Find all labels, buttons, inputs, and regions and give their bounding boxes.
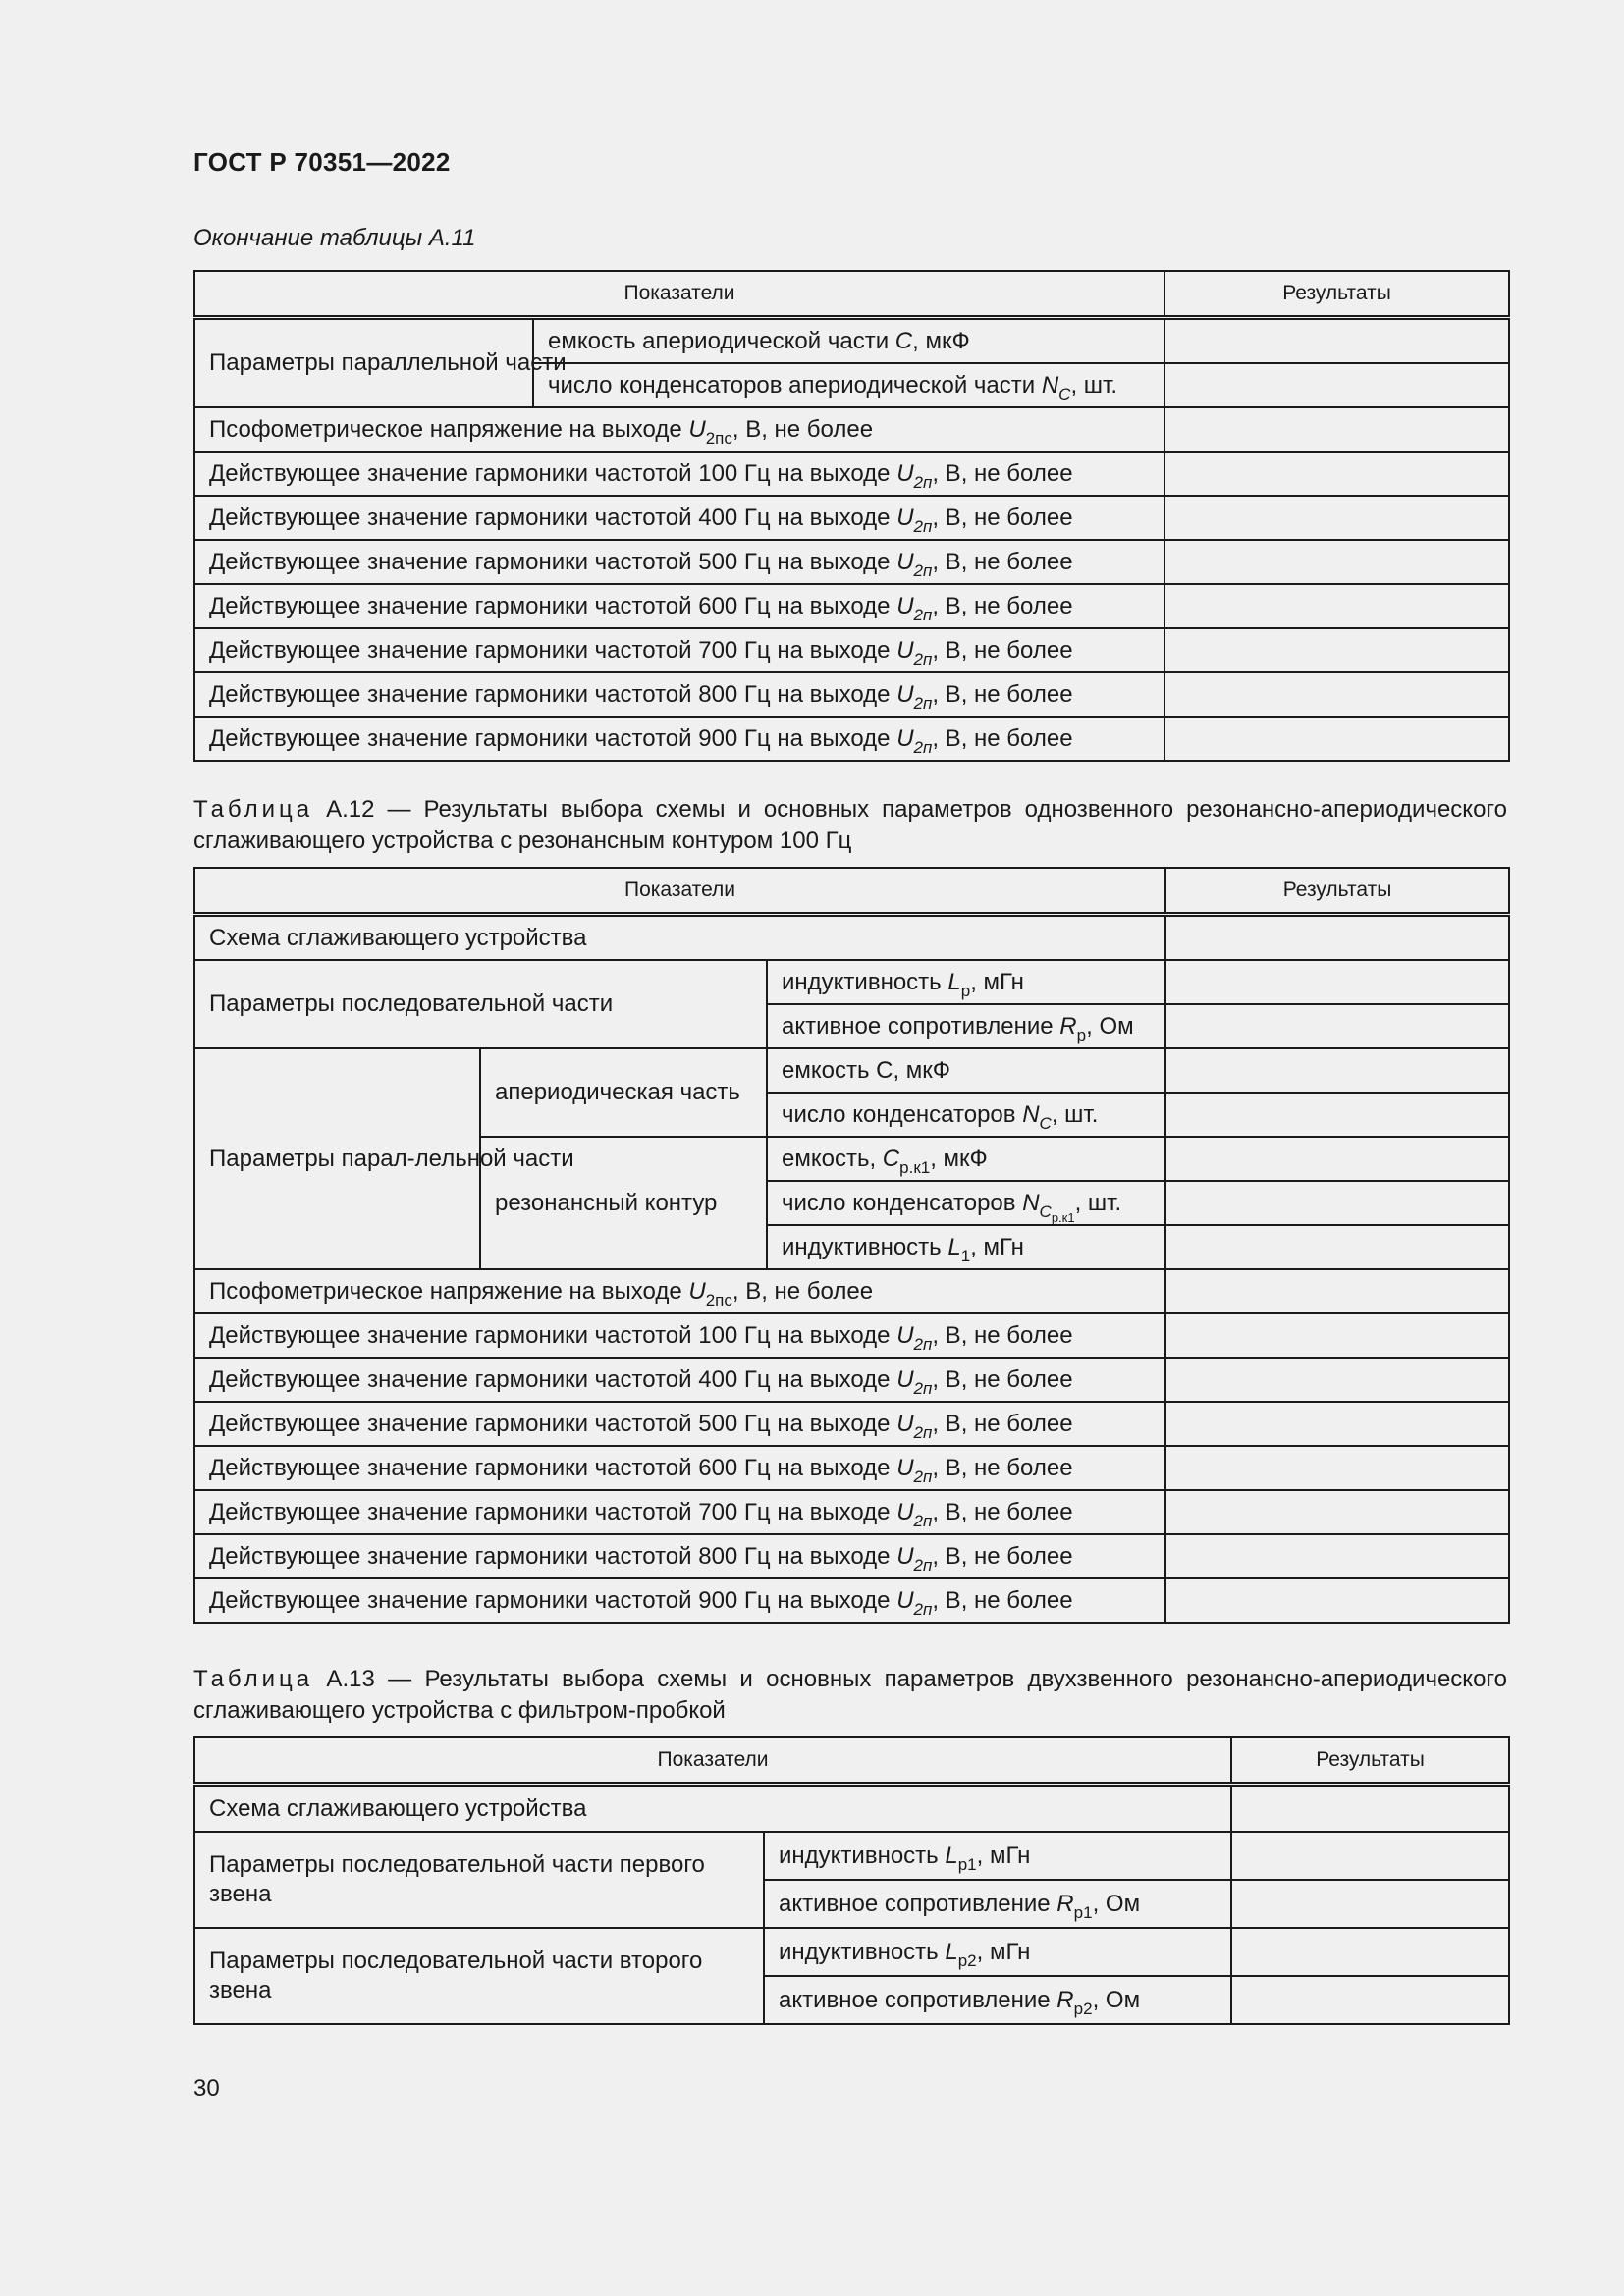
harmonic-label: Действующее значение гармоники частотой 600 Гц на выходе $U_{2п}$, В, не более bbox=[194, 1446, 1165, 1490]
result-cell bbox=[1165, 1313, 1509, 1358]
stage2-label: Параметры последовательной части второго звена bbox=[194, 1928, 764, 2024]
harmonic-row bbox=[194, 1578, 1509, 1623]
result-cell bbox=[1165, 960, 1509, 1004]
result-cell bbox=[1164, 672, 1509, 717]
harmonic-label: Действующее значение гармоники частотой 400 Гц на выходе $U_{2п}$, В, не более bbox=[194, 496, 1164, 540]
harmonic-row bbox=[194, 1313, 1509, 1358]
harmonic-row bbox=[194, 628, 1509, 672]
table-row: число конденсаторов $N_C$, шт. bbox=[767, 1093, 1165, 1137]
series-group-label: Параметры последовательной части bbox=[194, 960, 767, 1048]
result-cell bbox=[1164, 496, 1509, 540]
result-cell bbox=[1165, 915, 1509, 961]
table-row: индуктивность $L_{р1}$, мГн bbox=[764, 1832, 1231, 1880]
result-cell bbox=[1164, 363, 1509, 407]
result-cell bbox=[1165, 1093, 1509, 1137]
table-row: число конденсаторов апериодической части $N_C$, шт. bbox=[533, 363, 1164, 407]
result-cell bbox=[1165, 1004, 1509, 1048]
resonant-label: резонансный контур bbox=[480, 1137, 767, 1269]
harmonic-label: Действующее значение гармоники частотой 700 Гц на выходе $U_{2п}$, В, не более bbox=[194, 628, 1164, 672]
harmonic-label: Действующее значение гармоники частотой 500 Гц на выходе $U_{2п}$, В, не более bbox=[194, 1402, 1165, 1446]
table-row: индуктивность $L_1$, мГн bbox=[767, 1225, 1165, 1269]
table-row: индуктивность $L_{р2}$, мГн bbox=[764, 1928, 1231, 1976]
parallel-group-label: Параметры параллельной части bbox=[194, 318, 533, 408]
parallel-group-label: Параметры парал-лельной части bbox=[194, 1048, 480, 1269]
table-row: емкость С, мкФ bbox=[767, 1048, 1165, 1093]
table-a12 bbox=[193, 867, 1510, 1624]
harmonic-label: Действующее значение гармоники частотой 600 Гц на выходе $U_{2п}$, В, не более bbox=[194, 584, 1164, 628]
result-cell bbox=[1164, 584, 1509, 628]
harmonic-row bbox=[194, 452, 1509, 496]
harmonic-row bbox=[194, 672, 1509, 717]
harmonic-row bbox=[194, 1402, 1509, 1446]
result-cell bbox=[1164, 318, 1509, 364]
result-cell bbox=[1165, 1225, 1509, 1269]
table-row: индуктивность $L_р$, мГн bbox=[767, 960, 1165, 1004]
table-a13 bbox=[193, 1736, 1510, 2025]
table-row: емкость апериодической части С, мкФ bbox=[533, 318, 1164, 364]
harmonic-row bbox=[194, 496, 1509, 540]
harmonic-row bbox=[194, 1358, 1509, 1402]
col-header-results: Результаты bbox=[1164, 271, 1509, 318]
result-cell bbox=[1165, 1048, 1509, 1093]
harmonic-label: Действующее значение гармоники частотой 500 Гц на выходе $U_{2п}$, В, не более bbox=[194, 540, 1164, 584]
document-code: ГОСТ Р 70351—2022 bbox=[193, 147, 451, 177]
harmonic-label: Действующее значение гармоники частотой 800 Гц на выходе $U_{2п}$, В, не более bbox=[194, 672, 1164, 717]
table-row: активное сопротивление $R_р$, Ом bbox=[767, 1004, 1165, 1048]
harmonic-label: Действующее значение гармоники частотой 900 Гц на выходе $U_{2п}$, В, не более bbox=[194, 1578, 1165, 1623]
result-cell bbox=[1165, 1446, 1509, 1490]
harmonic-label: Действующее значение гармоники частотой 700 Гц на выходе $U_{2п}$, В, не более bbox=[194, 1490, 1165, 1534]
harmonic-row bbox=[194, 1446, 1509, 1490]
table-a13-caption: Таблица А.13 — Результаты выбора схемы и основных параметров двухзвенного резонансно-апериодического сглаживающего устройства с фильтром-пробкой bbox=[193, 1666, 1507, 1724]
table-row: емкость, $C_{р.к1}$, мкФ bbox=[767, 1137, 1165, 1181]
result-cell bbox=[1231, 1976, 1509, 2024]
result-cell bbox=[1231, 1832, 1509, 1880]
col-header-results: Результаты bbox=[1231, 1737, 1509, 1785]
harmonic-row bbox=[194, 1490, 1509, 1534]
col-header-indicators: Показатели bbox=[194, 1737, 1231, 1785]
result-cell bbox=[1164, 717, 1509, 761]
table-a11-caption: Окончание таблицы А.11 bbox=[193, 225, 476, 251]
result-cell bbox=[1164, 628, 1509, 672]
table-row: число конденсаторов $N_{C_{р.к1}}$, шт. bbox=[767, 1181, 1165, 1225]
result-cell bbox=[1164, 452, 1509, 496]
result-cell bbox=[1231, 1928, 1509, 1976]
result-cell bbox=[1165, 1578, 1509, 1623]
result-cell bbox=[1165, 1534, 1509, 1578]
stage1-label: Параметры последовательной части первого звена bbox=[194, 1832, 764, 1928]
harmonic-row bbox=[194, 1534, 1509, 1578]
harmonic-label: Действующее значение гармоники частотой 100 Гц на выходе $U_{2п}$, В, не более bbox=[194, 1313, 1165, 1358]
result-cell bbox=[1165, 1402, 1509, 1446]
result-cell bbox=[1165, 1181, 1509, 1225]
harmonic-label: Действующее значение гармоники частотой 900 Гц на выходе $U_{2п}$, В, не более bbox=[194, 717, 1164, 761]
psophometric-row: Псофометрическое напряжение на выходе $U_{2пс}$, В, не более bbox=[194, 1269, 1165, 1313]
harmonic-label: Действующее значение гармоники частотой 400 Гц на выходе $U_{2п}$, В, не более bbox=[194, 1358, 1165, 1402]
table-a11 bbox=[193, 270, 1510, 762]
col-header-indicators: Показатели bbox=[194, 868, 1165, 915]
result-cell bbox=[1164, 540, 1509, 584]
aperiodic-label: апериодическая часть bbox=[480, 1048, 767, 1137]
result-cell bbox=[1231, 1880, 1509, 1928]
page-number: 30 bbox=[193, 2075, 220, 2102]
col-header-indicators: Показатели bbox=[194, 271, 1164, 318]
result-cell bbox=[1231, 1785, 1509, 1833]
harmonic-row bbox=[194, 584, 1509, 628]
table-row: активное сопротивление $R_{р2}$, Ом bbox=[764, 1976, 1231, 2024]
col-header-results: Результаты bbox=[1165, 868, 1509, 915]
result-cell bbox=[1165, 1358, 1509, 1402]
harmonic-label: Действующее значение гармоники частотой 800 Гц на выходе $U_{2п}$, В, не более bbox=[194, 1534, 1165, 1578]
table-a12-caption: Таблица А.12 — Результаты выбора схемы и основных параметров однозвенного резонансно-апериодического сглаживающего устройства с резонансным контуром 100 Гц bbox=[193, 796, 1507, 854]
table-row: активное сопротивление $R_{р1}$, Ом bbox=[764, 1880, 1231, 1928]
result-cell bbox=[1164, 407, 1509, 452]
harmonic-row bbox=[194, 717, 1509, 761]
result-cell bbox=[1165, 1269, 1509, 1313]
harmonic-label: Действующее значение гармоники частотой 100 Гц на выходе $U_{2п}$, В, не более bbox=[194, 452, 1164, 496]
harmonic-row bbox=[194, 540, 1509, 584]
scheme-row: Схема сглаживающего устройства bbox=[194, 1785, 1231, 1833]
result-cell bbox=[1165, 1137, 1509, 1181]
psophometric-row: Псофометрическое напряжение на выходе $U_{2пс}$, В, не более bbox=[194, 407, 1164, 452]
scheme-row: Схема сглаживающего устройства bbox=[194, 915, 1165, 961]
result-cell bbox=[1165, 1490, 1509, 1534]
